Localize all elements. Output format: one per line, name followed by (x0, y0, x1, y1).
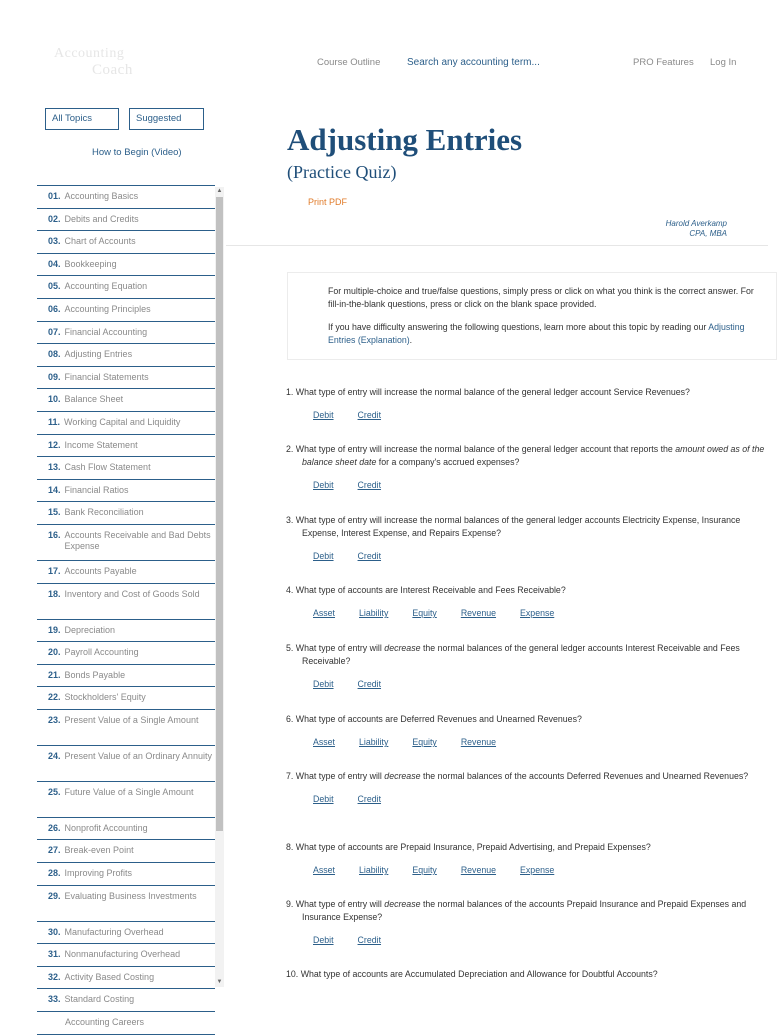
scrollbar-thumb[interactable] (216, 197, 223, 831)
sidebar-item[interactable] (37, 642, 215, 665)
question-number: 1. (286, 387, 294, 397)
question-number: 2. (286, 444, 294, 454)
header-divider (226, 245, 768, 246)
instructions-paragraph-2 (328, 321, 764, 347)
sidebar-item-label: Financial Ratios (64, 484, 129, 495)
answer-option-debit[interactable]: Debit (313, 551, 334, 561)
quiz-question (286, 642, 766, 691)
answer-options (286, 793, 766, 806)
sidebar-item[interactable] (37, 367, 215, 390)
page-title: Adjusting Entries (287, 122, 523, 157)
pro-features-link[interactable]: PRO Features (633, 57, 694, 68)
sidebar-item-label: Balance Sheet (64, 394, 124, 405)
question-number: 4. (286, 585, 294, 595)
question-emphasis: decrease (384, 899, 421, 909)
sidebar-item-label: Working Capital and Liquidity (64, 416, 181, 427)
instructions-prefix: If you have difficulty answering the following questions, learn more about this topic by reading our (328, 322, 707, 332)
answer-option-equity[interactable]: Equity (412, 737, 437, 747)
sidebar-item-number: 12 . (48, 440, 61, 457)
sidebar-item-number: 10 . (48, 394, 61, 411)
sidebar-item-number: 19 . (48, 625, 61, 642)
sidebar-item-number: 08 . (48, 349, 61, 366)
answer-option-equity[interactable]: Equity (412, 865, 437, 875)
answer-option-debit[interactable]: Debit (313, 794, 334, 804)
author-name: Harold Averkamp (665, 219, 727, 228)
logo-line-2: Coach (92, 62, 133, 78)
answer-option-liability[interactable]: Liability (359, 608, 389, 618)
sidebar-item-label: Financial Statements (64, 371, 149, 382)
sidebar-item-number: 17 . (48, 566, 61, 583)
sidebar-item[interactable] (37, 989, 215, 1012)
explanation-link[interactable]: Adjusting Entries (Explanation) (328, 322, 745, 345)
answer-options (286, 550, 766, 563)
sidebar-item-label: Adjusting Entries (64, 349, 133, 360)
sidebar-item-number: 28 . (48, 868, 61, 885)
question-body: What type of accounts are Interest Receivable and Fees Receivable? (295, 585, 566, 595)
question-text (286, 898, 766, 924)
sidebar-item-number: 21 . (48, 670, 61, 687)
sidebar-item-number: 01 . (48, 191, 61, 208)
sidebar-item-label: Nonmanufacturing Overhead (64, 949, 181, 960)
sidebar-item-label: Bonds Payable (64, 669, 126, 680)
sidebar-item-number: 27 . (48, 845, 61, 862)
sidebar-item-number: 14 . (48, 485, 61, 502)
quiz-question (286, 968, 766, 981)
question-text (286, 642, 766, 668)
quiz-question (286, 386, 766, 422)
sidebar-item-label: Cash Flow Statement (64, 462, 151, 473)
sidebar-item-number: 32 . (48, 972, 61, 989)
question-body: What type of accounts are Deferred Revenues and Unearned Revenues? (295, 714, 582, 724)
sidebar-item[interactable] (37, 502, 215, 525)
sidebar-item-number: 05 . (48, 281, 61, 298)
sidebar-item-label: Income Statement (64, 439, 138, 450)
answer-options (286, 607, 766, 620)
question-body-end: the normal balances of the accounts Deferred Revenues and Unearned Revenues? (420, 771, 749, 781)
answer-options (286, 409, 766, 422)
sidebar-item[interactable] (37, 209, 215, 232)
answer-option-debit[interactable]: Debit (313, 935, 334, 945)
sidebar-item-label: Evaluating Business Investments (64, 890, 197, 901)
sidebar-item-label: Depreciation (64, 624, 116, 635)
sidebar-item[interactable] (37, 231, 215, 254)
search-link[interactable]: Search any accounting term... (407, 57, 540, 68)
answer-option-asset[interactable]: Asset (313, 608, 336, 618)
question-emphasis: decrease (384, 771, 421, 781)
sidebar-item-number: 24 . (48, 751, 61, 781)
topic-list (37, 185, 215, 1028)
sidebar-item[interactable] (37, 967, 215, 990)
sidebar-item-number: 11 . (48, 417, 60, 434)
sidebar-item[interactable] (37, 922, 215, 945)
sidebar-item-label: Bookkeeping (64, 258, 117, 269)
sidebar-item-label: Stockholders' Equity (64, 692, 146, 703)
question-text (286, 713, 766, 726)
question-text (286, 386, 766, 399)
quiz-question (286, 713, 766, 749)
sidebar-item-number: 26 . (48, 823, 61, 840)
sidebar-item[interactable] (37, 863, 215, 886)
answer-option-revenue[interactable]: Revenue (460, 865, 497, 875)
answer-option-debit[interactable]: Debit (313, 410, 334, 420)
sidebar-item[interactable] (37, 746, 215, 782)
question-body: What type of entry will (295, 771, 385, 781)
sidebar-item-number: 20 . (48, 647, 61, 664)
sidebar-item-label: Accounts Payable (64, 565, 137, 576)
answer-option-credit[interactable]: Credit (357, 679, 382, 689)
sidebar-item-number: 16 . (48, 530, 61, 560)
sidebar-item-label: Bank Reconciliation (64, 507, 144, 518)
answer-option-credit[interactable]: Credit (357, 794, 382, 804)
question-text (286, 514, 766, 540)
sidebar-item[interactable] (37, 782, 215, 818)
question-number: 3. (286, 515, 294, 525)
question-text (286, 443, 766, 469)
site-logo[interactable] (52, 46, 162, 82)
sidebar-item-number: 03 . (48, 236, 61, 253)
question-text (286, 968, 766, 981)
question-body: What type of entry will increase the normal balances of the general ledger accounts Electricity Expense, Insurance Expense, Interest Expense, and Repairs Expense? (295, 515, 741, 538)
question-body-end: the normal balances of the general ledger accounts Interest Receivable and Fees Receivable? (302, 643, 740, 666)
sidebar-item-number: 07 . (48, 327, 61, 344)
sidebar-item-careers[interactable]: Accounting Careers (37, 1012, 215, 1035)
question-number: 9. (286, 899, 294, 909)
sidebar-item-label: Break-even Point (64, 845, 134, 856)
answer-options (286, 736, 766, 749)
answer-option-credit[interactable]: Credit (357, 935, 382, 945)
scroll-down-icon[interactable]: ▼ (216, 979, 223, 985)
sidebar-item-number: 13 . (48, 462, 61, 479)
answer-options (286, 479, 766, 492)
answer-option-revenue[interactable]: Revenue (460, 737, 497, 747)
answer-option-equity[interactable]: Equity (412, 608, 437, 618)
sidebar-item-label: Financial Accounting (64, 326, 148, 337)
sidebar-item[interactable] (37, 276, 215, 299)
sidebar-item-number: 31 . (48, 949, 61, 966)
logo-line-1: Accounting (54, 46, 125, 61)
sidebar-item-label: Accounting Basics (64, 191, 139, 201)
question-number: 10. (286, 969, 299, 979)
question-number: 6. (286, 714, 294, 724)
how-to-begin-link[interactable]: How to Begin (Video) (92, 147, 182, 158)
answer-option-debit[interactable]: Debit (313, 679, 334, 689)
answer-option-liability[interactable]: Liability (359, 737, 389, 747)
print-pdf-link[interactable]: Print PDF (308, 197, 348, 207)
sidebar-item-label: Improving Profits (64, 868, 133, 879)
sidebar-item[interactable] (37, 412, 215, 435)
sidebar-item[interactable] (37, 299, 215, 322)
quiz-question (286, 443, 766, 492)
sidebar-item-label: Debits and Credits (64, 213, 139, 224)
answer-option-debit[interactable]: Debit (313, 480, 334, 490)
sidebar-item-number: 04 . (48, 259, 61, 276)
answer-option-credit[interactable]: Credit (357, 480, 382, 490)
sidebar-item-label: Standard Costing (64, 994, 135, 1005)
sidebar-item-label: Activity Based Costing (64, 971, 155, 982)
answer-option-credit[interactable]: Credit (357, 410, 382, 420)
sidebar-item-number: 18 . (48, 589, 61, 619)
question-body: What type of entry will (295, 643, 385, 653)
question-text (286, 841, 766, 854)
question-number: 7. (286, 771, 294, 781)
sidebar-item-label: Payroll Accounting (64, 647, 139, 658)
answer-option-liability[interactable]: Liability (359, 865, 389, 875)
sidebar-item-label: Present Value of an Ordinary Annuity (64, 750, 212, 761)
question-body: What type of accounts are Prepaid Insurance, Prepaid Advertising, and Prepaid Expenses? (295, 842, 651, 852)
sidebar-item[interactable] (37, 665, 215, 688)
sidebar-item-label: Nonprofit Accounting (64, 822, 148, 833)
sidebar-item-number: 02 . (48, 214, 61, 231)
main-content (226, 100, 768, 1024)
sidebar-item-number: 09 . (48, 372, 61, 389)
quiz-question (286, 898, 766, 947)
sidebar-item-number: 25 . (48, 787, 61, 817)
quiz-question (286, 514, 766, 563)
answer-option-expense[interactable]: Expense (520, 608, 555, 618)
sidebar-item-number: 06 . (48, 304, 61, 321)
answer-option-expense[interactable]: Expense (520, 865, 555, 875)
sidebar-item[interactable] (37, 322, 215, 345)
question-body: What type of entry will (295, 899, 385, 909)
sidebar-item[interactable] (37, 620, 215, 643)
instructions-paragraph-1: For multiple-choice and true/false questions, simply press or click on what you think is the correct answer. For fill-in-the-blank questions, press or click on the blank space provided. (328, 286, 754, 309)
quiz-question (286, 770, 766, 806)
sidebar-item[interactable] (37, 435, 215, 458)
sidebar-item-number: 30 . (48, 927, 61, 944)
sidebar-item-label: Future Value of a Single Amount (64, 786, 194, 797)
sidebar-item-label: Accounting Equation (64, 281, 148, 292)
sidebar-item[interactable] (37, 254, 215, 277)
sidebar-item[interactable] (37, 818, 215, 841)
answer-option-asset[interactable]: Asset (313, 865, 336, 875)
answer-options (286, 678, 766, 691)
sidebar-item-label: Accounting Principles (64, 303, 151, 314)
question-body: What type of entry will increase the normal balance of the general ledger account Service Revenues? (295, 387, 690, 397)
sidebar-item[interactable] (37, 457, 215, 480)
scroll-up-icon[interactable]: ▲ (216, 188, 223, 194)
author-byline (666, 219, 727, 239)
sidebar (0, 100, 226, 1028)
sidebar-item-label: Inventory and Cost of Goods Sold (64, 588, 200, 599)
answer-option-revenue[interactable]: Revenue (460, 608, 497, 618)
answer-option-credit[interactable]: Credit (357, 551, 382, 561)
sidebar-item[interactable] (37, 710, 215, 746)
quiz-instructions (287, 272, 777, 360)
question-emphasis: amount owed as of the balance sheet date (302, 444, 765, 467)
sidebar-item-label: Present Value of a Single Amount (64, 714, 199, 725)
question-text (286, 584, 766, 597)
quiz-question (286, 584, 766, 620)
suggested-button[interactable]: Suggested (129, 108, 204, 130)
question-body: What type of entry will increase the normal balance of the general ledger account that reports the (295, 444, 676, 454)
question-body: What type of accounts are Accumulated Depreciation and Allowance for Doubtful Accounts? (300, 969, 658, 979)
sidebar-item[interactable] (37, 389, 215, 412)
all-topics-button[interactable]: All Topics (45, 108, 119, 130)
question-body-end: the normal balances of the accounts Prepaid Insurance and Prepaid Expenses and Insurance Expense? (302, 899, 747, 922)
quiz-question (286, 841, 766, 877)
instructions-suffix: . (409, 335, 413, 345)
sidebar-item[interactable] (37, 886, 215, 922)
sidebar-item-number: 23 . (48, 715, 61, 745)
sidebar-item[interactable] (37, 584, 215, 620)
sidebar-item-number: 15 . (48, 507, 61, 524)
sidebar-item-label: Accounts Receivable and Bad Debts Expense (64, 529, 211, 551)
sidebar-item[interactable] (37, 687, 215, 710)
answer-option-asset[interactable]: Asset (313, 737, 336, 747)
sidebar-item[interactable] (37, 840, 215, 863)
sidebar-item-label: Manufacturing Overhead (64, 926, 164, 937)
sidebar-item-number: 33 . (48, 994, 61, 1011)
sidebar-item[interactable] (37, 944, 215, 967)
sidebar-item-number: 22 . (48, 692, 61, 709)
question-number: 5. (286, 643, 294, 653)
sidebar-item[interactable] (37, 186, 215, 209)
sidebar-item[interactable] (37, 561, 215, 584)
sidebar-item[interactable] (37, 480, 215, 503)
sidebar-scrollbar[interactable] (215, 187, 224, 987)
sidebar-item[interactable] (37, 525, 215, 561)
sidebar-item-number: 29 . (48, 891, 61, 921)
author-credentials: CPA, MBA (689, 229, 727, 238)
page-subtitle: (Practice Quiz) (287, 162, 397, 182)
site-header (0, 0, 768, 100)
login-link[interactable]: Log In (710, 57, 737, 68)
question-body-end: for a company's accrued expenses? (376, 457, 520, 467)
sidebar-item-label: Chart of Accounts (64, 236, 136, 247)
sidebar-item[interactable] (37, 344, 215, 367)
answer-options (286, 864, 766, 877)
course-outline-link[interactable]: Course Outline (317, 57, 381, 68)
question-number: 8. (286, 842, 294, 852)
answer-options (286, 934, 766, 947)
question-emphasis: decrease (384, 643, 421, 653)
question-text (286, 770, 766, 783)
